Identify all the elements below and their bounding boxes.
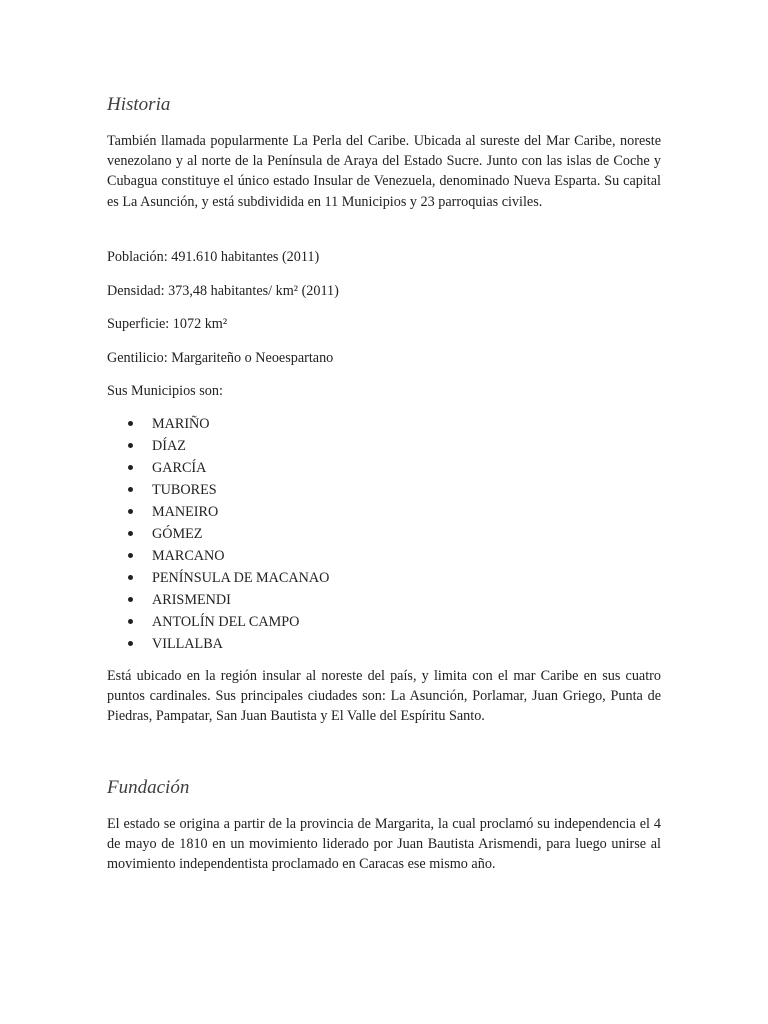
- bullet-icon: [128, 575, 133, 580]
- list-item: [107, 413, 329, 435]
- bullet-icon: [128, 619, 133, 624]
- fundacion-paragraph: El estado se origina a partir de la provincia de Margarita, la cual proclamó su independencia el 4 de mayo de 1810 en un movimiento liderado por Juan Bautista Arismendi, para luego unirse al movimiento independentista proclamado en Caracas ese mismo año.: [107, 816, 661, 873]
- historia-intro-paragraph: También llamada popularmente La Perla del Caribe. Ubicada al sureste del Mar Caribe, noreste venezolano y al norte de la Península de Araya del Estado Sucre. Junto con las islas de Coche y Cubagua constituye el único estado Insular de Venezuela, denominado Nueva Esparta. Su capital es La Asunción, y está subdividida en 11 Municipios y 23 parroquias civiles.: [107, 133, 661, 210]
- bullet-icon: [128, 531, 133, 536]
- densidad-line: Densidad: 373,48 habitantes/ km² (2011): [107, 283, 339, 299]
- bullet-icon: [128, 641, 133, 646]
- municipio-name: DÍAZ: [152, 438, 186, 454]
- municipio-name: MARCANO: [152, 548, 225, 564]
- municipio-name: ARISMENDI: [152, 592, 231, 608]
- municipio-name: GARCÍA: [152, 460, 207, 476]
- fundacion-heading: Fundación: [107, 777, 190, 798]
- municipio-name: MANEIRO: [152, 504, 219, 520]
- list-item: [107, 589, 329, 611]
- municipio-name: PENÍNSULA DE MACANAO: [152, 570, 330, 586]
- list-item: [107, 435, 329, 457]
- historia-heading: Historia: [107, 94, 171, 115]
- superficie-line: Superficie: 1072 km²: [107, 316, 228, 332]
- list-item: [107, 457, 329, 479]
- poblacion-line: Población: 491.610 habitantes (2011): [107, 249, 320, 265]
- bullet-icon: [128, 509, 133, 514]
- municipio-name: ANTOLÍN DEL CAMPO: [152, 614, 300, 630]
- list-item: [107, 523, 329, 545]
- municipio-name: VILLALBA: [152, 636, 223, 652]
- bullet-icon: [128, 443, 133, 448]
- region-paragraph: Está ubicado en la región insular al noreste del país, y limita con el mar Caribe en sus cuatro puntos cardinales. Sus principales ciudades son: La Asunción, Porlamar, Juan Griego, Punta de Piedras, Pampatar, San Juan Bautista y El Valle del Espíritu Santo.: [107, 668, 661, 725]
- list-item: [107, 567, 329, 589]
- list-item: [107, 501, 329, 523]
- list-item: [107, 545, 329, 567]
- municipio-name: MARIÑO: [152, 416, 210, 432]
- bullet-icon: [128, 421, 133, 426]
- bullet-icon: [128, 465, 133, 470]
- bullet-icon: [128, 597, 133, 602]
- list-item: [107, 611, 329, 633]
- municipio-name: TUBORES: [152, 482, 217, 498]
- bullet-icon: [128, 487, 133, 492]
- list-item: [107, 633, 329, 655]
- municipios-label: Sus Municipios son:: [107, 383, 223, 399]
- municipio-name: GÓMEZ: [152, 526, 203, 542]
- municipios-list: [107, 413, 329, 655]
- bullet-icon: [128, 553, 133, 558]
- gentilicio-line: Gentilicio: Margariteño o Neoespartano: [107, 350, 334, 366]
- list-item: [107, 479, 329, 501]
